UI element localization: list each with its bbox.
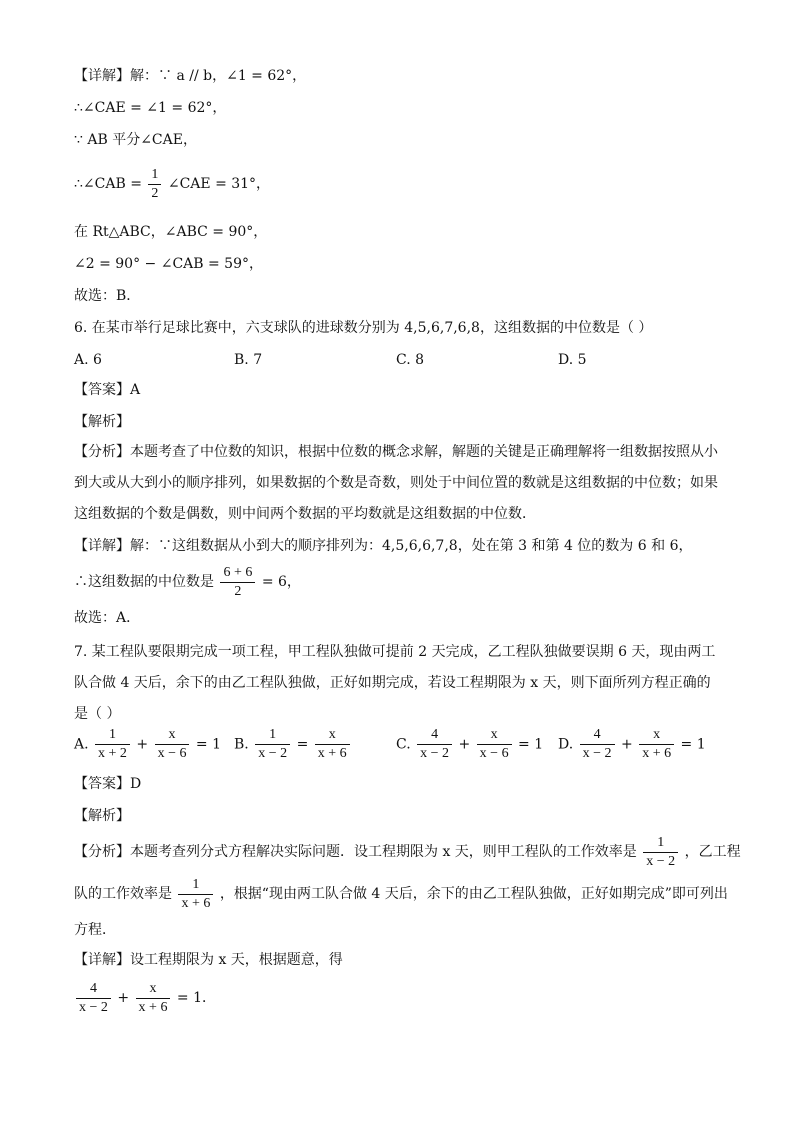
- q7-analysis-line-2-suffix: ，根据“现由两工队合做 4 天后，余下的由乙工程队独做，正好如期完成”即可列出: [219, 886, 728, 902]
- option-label: B.: [234, 736, 249, 753]
- q6-detail-line-2: [74, 560, 301, 604]
- q6-analysis-paragraph: 【分析】本题考查了中位数的知识，根据中位数的概念求解，解题的关键是正确理解将一组数据按照从小到大或从大到小的顺序排列，如果数据的个数是奇数，则处于中间位置的数就是这组数据的中位数；如果这组数据的个数是偶数，则中间两个数据的平均数就是这组数据的中位数．: [74, 444, 718, 522]
- q6-analysis-heading: 【解析】: [74, 414, 130, 430]
- fraction-denominator: x + 6: [138, 999, 168, 1015]
- q7-option-a: [74, 726, 221, 763]
- option-fraction-2: [155, 726, 190, 763]
- option-fraction-2: [639, 726, 674, 763]
- q7-analysis-heading: 【解析】: [74, 808, 130, 824]
- option-fraction-1: [95, 726, 130, 763]
- q7-equation: [74, 976, 216, 1020]
- fraction-numerator: 1: [657, 834, 665, 850]
- option-fraction-1: [255, 726, 290, 763]
- q6-detail-line-3: 故选：A．: [74, 610, 141, 626]
- fraction-denominator: x − 6: [157, 746, 187, 761]
- q5-detail-line-4: [74, 162, 270, 206]
- fraction-denominator: x − 6: [479, 746, 509, 761]
- option-fraction-1: [580, 726, 615, 763]
- fraction-numerator: 1: [269, 727, 277, 742]
- q5-detail-line-2: ∴∠CAE = ∠1 = 62°，: [74, 100, 227, 116]
- q5-detail-line-3: ∵ AB 平分∠CAE，: [74, 132, 197, 148]
- fraction-numerator: x: [653, 727, 661, 742]
- q6-detail-line-1: 【详解】解：∵这组数据从小到大的顺序排列为：4,5,6,6,7,8，处在第 3 和第 4 位的数为 6 和 6，: [74, 538, 693, 554]
- equation-fraction-2: [136, 980, 171, 1017]
- fraction-numerator: 1: [192, 876, 200, 892]
- efficiency-fraction-a: [643, 834, 678, 871]
- q6-option-b: B. 7: [234, 352, 263, 368]
- q7-option-c: [396, 726, 543, 763]
- fraction-denominator: 2: [234, 583, 242, 599]
- option-fraction-2: [315, 726, 350, 763]
- option-fraction-1: [417, 726, 452, 763]
- fraction-numerator: x: [149, 980, 157, 996]
- q7-option-b: [234, 726, 352, 763]
- fraction-numerator: 4: [593, 727, 601, 742]
- fraction-denominator: x + 6: [642, 746, 672, 761]
- q7-answer: 【答案】D: [74, 776, 142, 792]
- fraction-denominator: x − 2: [79, 999, 108, 1015]
- option-operator: =: [296, 736, 309, 753]
- fraction-denominator: x + 6: [181, 895, 211, 911]
- q6-stem: 6. 在某市举行足球比赛中，六支球队的进球数分别为 4,5,6,7,6,8，这组数据的中位数是（ ）: [74, 320, 653, 336]
- q7-analysis-line-1-prefix: 【分析】本题考查列分式方程解决实际问题．设工程期限为 x 天，则甲工程队的工作效率是: [74, 844, 637, 860]
- q5-line4-prefix: ∴∠CAB =: [74, 176, 142, 192]
- option-label: C.: [396, 736, 411, 753]
- q5-detail-line-5: 在 Rt△ABC，∠ABC = 90°，: [74, 224, 268, 240]
- fraction-denominator: 2: [151, 185, 159, 201]
- q7-analysis-line-1-suffix: ，乙工程: [684, 844, 741, 860]
- fraction-denominator: x − 2: [420, 746, 450, 761]
- option-operator: +: [136, 736, 149, 753]
- option-rhs: = 1: [195, 736, 222, 753]
- option-rhs: = 1: [680, 736, 706, 753]
- fraction-numerator: x: [328, 727, 336, 742]
- q6-median-prefix: ∴这组数据的中位数是: [74, 574, 214, 590]
- equation-operator: +: [117, 990, 130, 1006]
- option-label: D.: [558, 736, 574, 753]
- q7-analysis-line-3: 方程．: [74, 922, 116, 938]
- half-fraction: [148, 166, 161, 203]
- equation-fraction-1: [76, 980, 111, 1017]
- equation-rhs: = 1．: [176, 990, 216, 1006]
- q6-answer: 【答案】A: [74, 382, 141, 398]
- option-label: A.: [74, 736, 89, 753]
- q7-analysis-line-2-prefix: 队的工作效率是: [74, 886, 172, 902]
- q6-option-a: A. 6: [74, 352, 102, 368]
- q7-option-d: [558, 726, 706, 763]
- q6-option-c: C. 8: [396, 352, 425, 368]
- q6-median-suffix: = 6，: [261, 574, 301, 590]
- option-rhs: = 1: [518, 736, 544, 753]
- option-fraction-2: [477, 726, 512, 763]
- fraction-numerator: 6 + 6: [223, 564, 253, 580]
- q5-detail-line-1: 【详解】解：∵ a // b，∠1 = 62°，: [74, 68, 307, 84]
- fraction-denominator: x + 2: [98, 746, 127, 761]
- q7-stem: 7. 某工程队要限期完成一项工程，甲工程队独做可提前 2 天完成，乙工程队独做要误期 6 天，现由两工队合做 4 天后，余下的由乙工程队独做，正好如期完成，若设工程期限为 x 天，则下面所列方程正确的是（ ）: [74, 644, 716, 722]
- option-operator: +: [621, 736, 633, 753]
- efficiency-fraction-b: [178, 876, 213, 913]
- q7-analysis-line-2: [74, 872, 728, 916]
- q5-detail-line-7: 故选：B．: [74, 288, 141, 304]
- q5-detail-line-6: ∠2 = 90° − ∠CAB = 59°，: [74, 256, 263, 272]
- fraction-denominator: x − 2: [582, 746, 612, 761]
- q7-detail-line-1: 【详解】设工程期限为 x 天，根据题意，得: [74, 952, 343, 968]
- fraction-numerator: 4: [431, 727, 439, 742]
- q6-option-d: D. 5: [558, 352, 587, 368]
- q7-analysis-line-1: [74, 830, 741, 874]
- fraction-numerator: 1: [151, 166, 159, 182]
- fraction-numerator: 4: [89, 980, 97, 996]
- fraction-denominator: x + 6: [317, 746, 347, 761]
- fraction-numerator: x: [168, 727, 176, 742]
- fraction-denominator: x − 2: [258, 746, 288, 761]
- fraction-denominator: x − 2: [646, 853, 676, 869]
- q5-line4-suffix: ∠CAE = 31°，: [167, 176, 271, 192]
- median-fraction: [220, 564, 255, 601]
- fraction-numerator: x: [490, 727, 498, 742]
- fraction-numerator: 1: [108, 727, 116, 742]
- option-operator: +: [458, 736, 471, 753]
